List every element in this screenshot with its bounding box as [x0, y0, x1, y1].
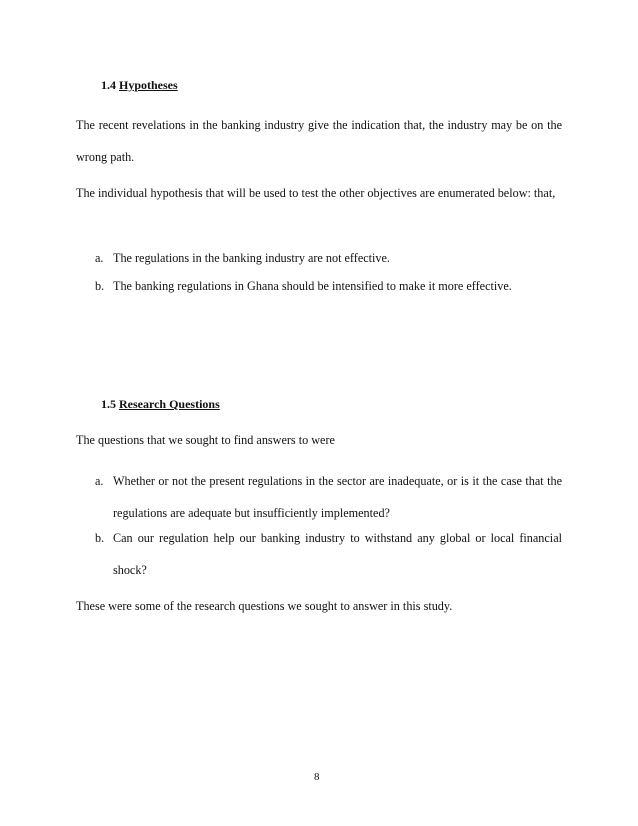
- list-item: [95, 270, 562, 302]
- paragraph-questions-intro: The questions that we sought to find answers to were: [76, 433, 335, 447]
- paragraph-closing: These were some of the research questions we sought to answer in this study.: [76, 599, 453, 613]
- list-item: [95, 522, 562, 586]
- list-marker: a.: [95, 251, 104, 265]
- section-number: 1.4: [101, 78, 116, 92]
- section-heading-research-questions: [101, 397, 220, 411]
- list-item-text: The banking regulations in Ghana should be intensified to make it more effective.: [113, 279, 512, 293]
- list-item-text: Can our regulation help our banking industry to withstand any global or local financial shock?: [113, 531, 562, 577]
- section-title: Hypotheses: [119, 78, 178, 92]
- paragraph-hypothesis-intro: The individual hypothesis that will be used to test the other objectives are enumerated below: that,: [76, 186, 556, 200]
- section-heading-hypotheses: [101, 78, 178, 92]
- list-item-text: The regulations in the banking industry are not effective.: [113, 251, 390, 265]
- paragraph-revelations: The recent revelations in the banking industry give the indication that, the industry may be on the wrong path.: [76, 118, 562, 164]
- list-marker: b.: [95, 531, 105, 545]
- list-marker: b.: [95, 279, 105, 293]
- list-item-text: Whether or not the present regulations in the sector are inadequate, or is it the case that the regulations are adequate but insufficiently implemented?: [113, 474, 562, 520]
- section-number: 1.5: [101, 397, 116, 411]
- list-marker: a.: [95, 474, 104, 488]
- section-title: Research Questions: [119, 397, 220, 411]
- page-number: 8: [314, 771, 320, 783]
- list-item: [95, 465, 562, 529]
